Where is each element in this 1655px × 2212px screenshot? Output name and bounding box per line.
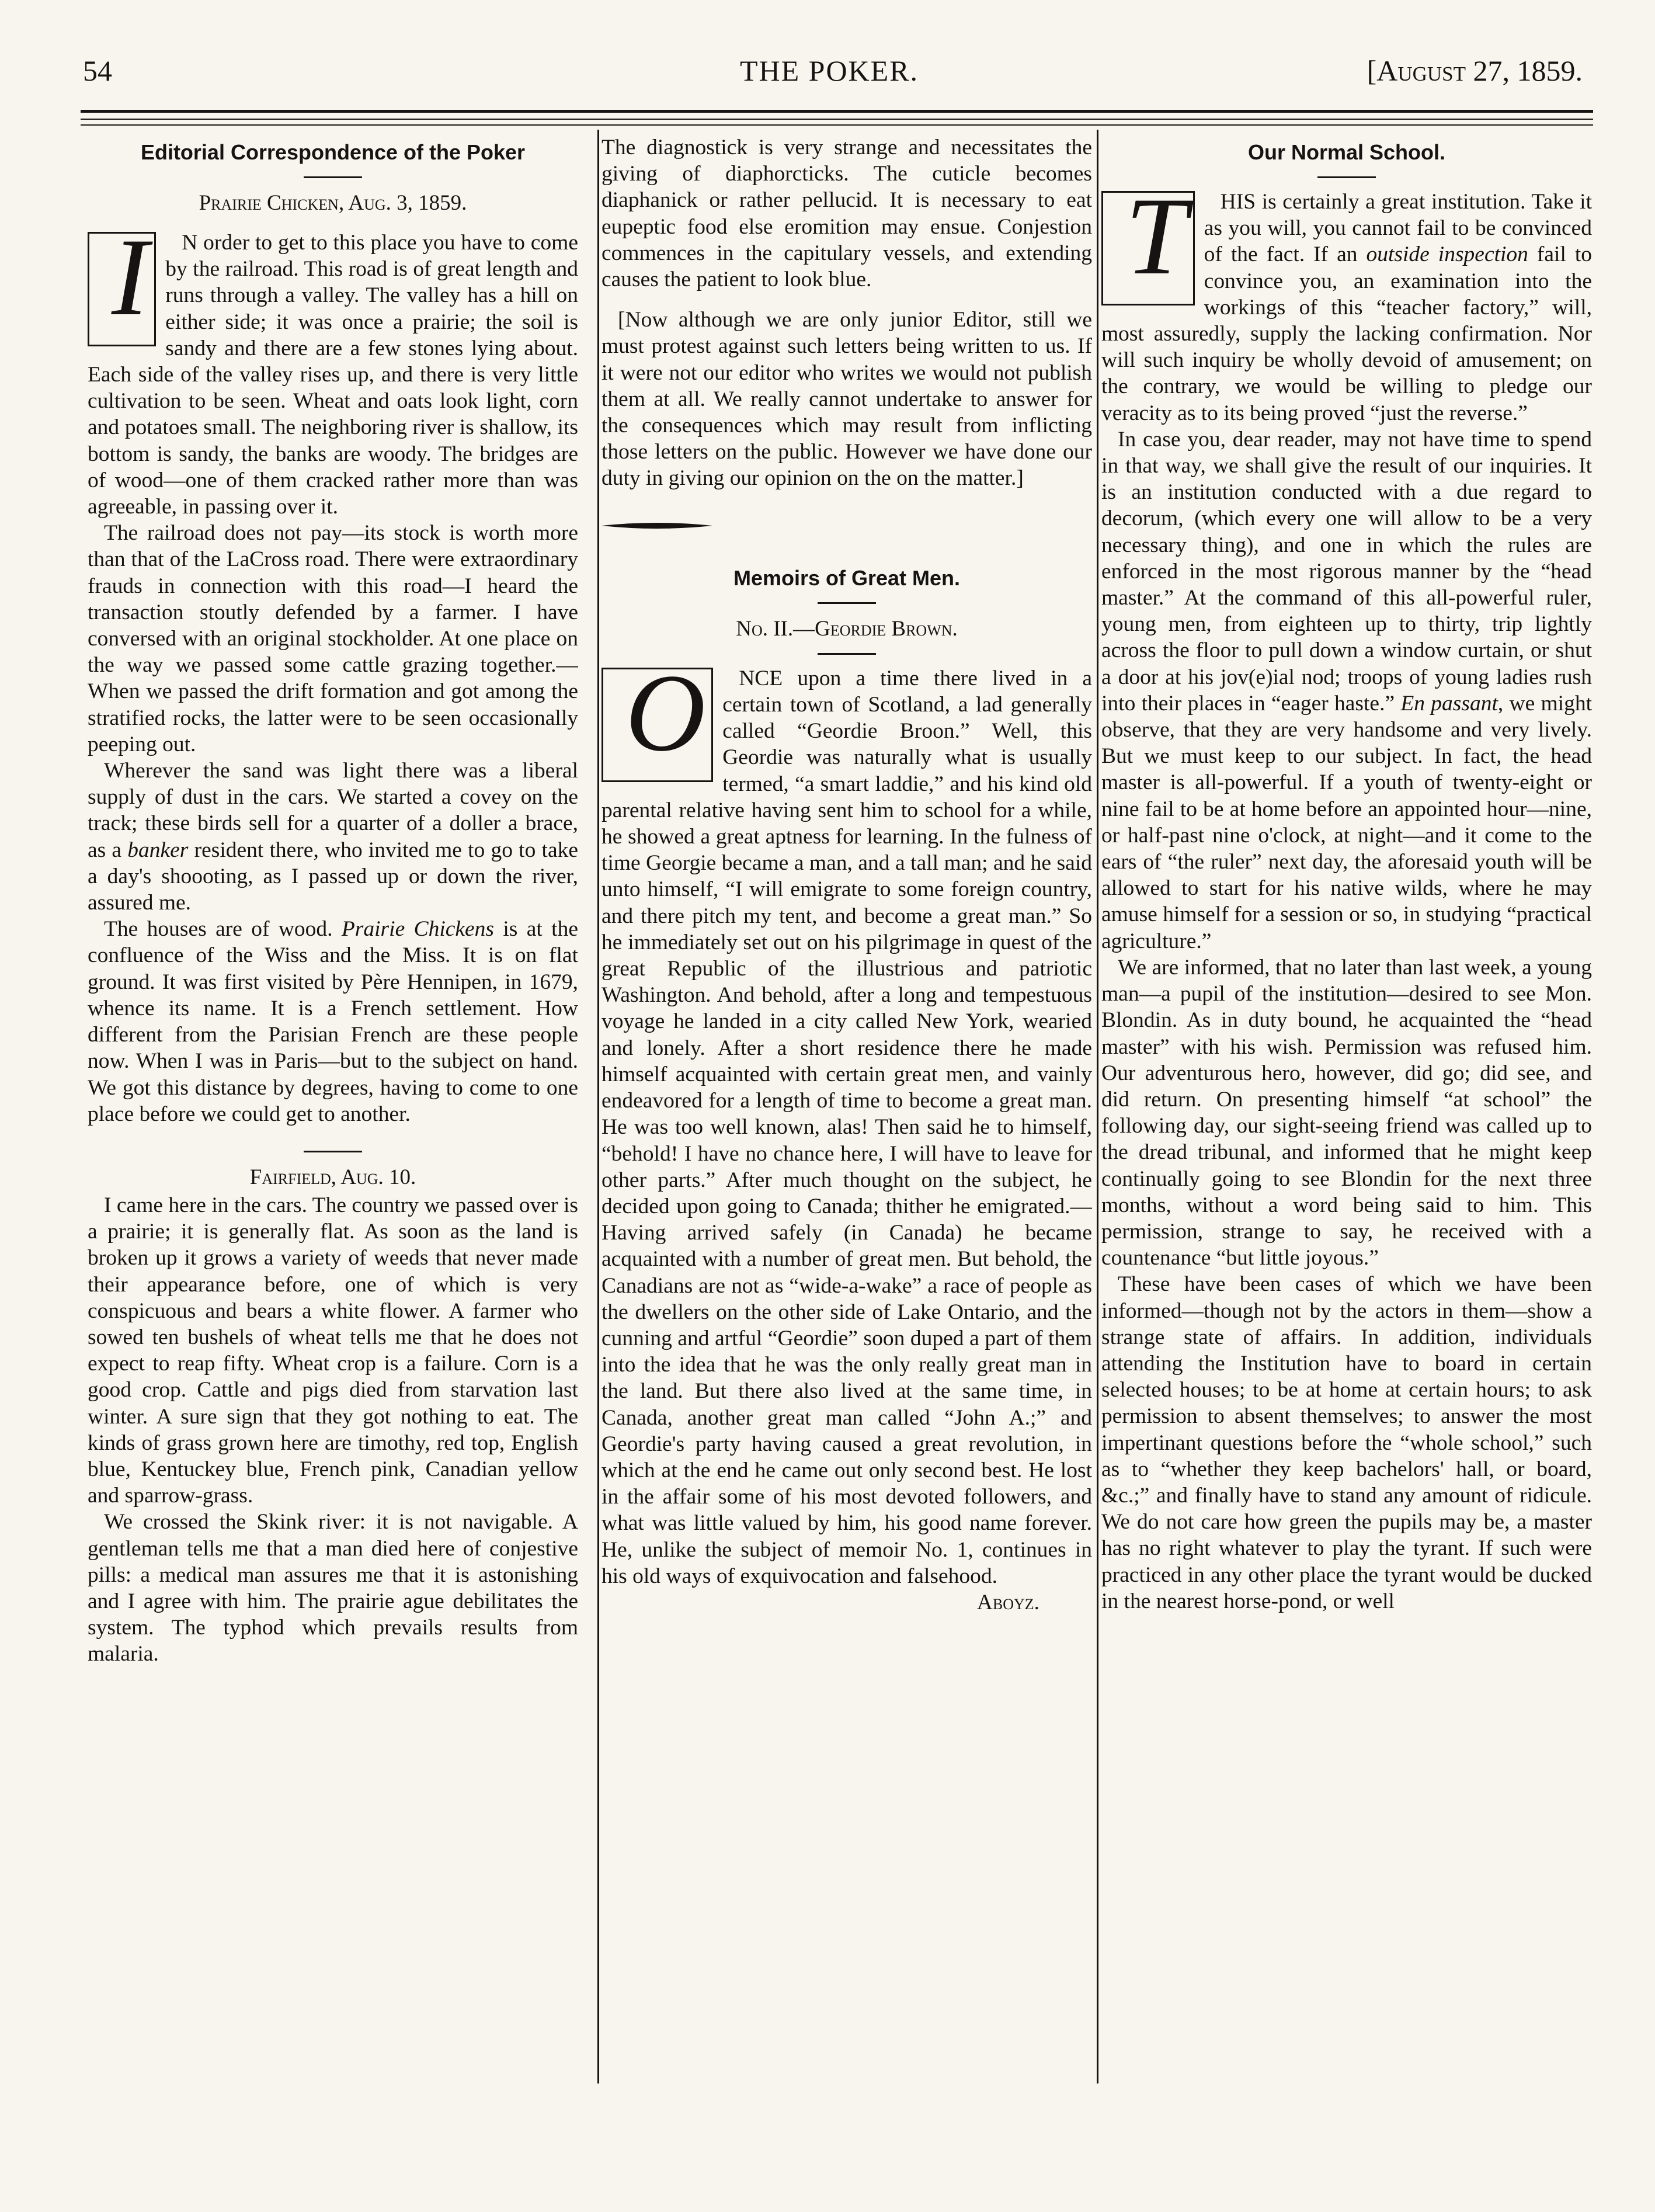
column-divider	[1097, 130, 1098, 2083]
title-rule	[818, 602, 876, 604]
paragraph: The houses are of wood. Prairie Chickens is at the confluence of the Wiss and the Miss. It is on flat ground. It was first visited by Père Hennipen, in 1679, whence its name. It is a French settlement. How different from the Parisian French are these people now. When I was in Paris—but to the subject on hand. We got this distance by degrees, having to come to one place before we could get to another.	[88, 917, 578, 1126]
paragraph: These have been cases of which we have been informed—though not by the actors in them—show a strange state of affairs. In addition, individuals attending the Institution have to board in certain selected houses; to be at home at certain hours; to ask permission to absent themselves; to answer the most impertinant questions before the “whole school,” such as to “whether they keep bachelors' hall, or board, &c.;” and finally have to stand any amount of ridicule. We do not care how green the pupils may be, a master has no right whatever to play the tyrant. If such were practiced in any other place the tyrant would be ducked in the nearest horse-pond, or well	[1101, 1272, 1592, 1613]
issue-date: [August 27, 1859.	[1367, 54, 1583, 87]
ornament-divider	[601, 521, 712, 530]
article-title: Editorial Correspondence of the Poker	[140, 140, 526, 164]
page-number: 54	[83, 54, 112, 87]
paragraph: We are informed, that no later than last week, a young man—a pupil of the institution—desired to see Mon. Blondin. As in duty bound, he acquainted the “head master” with his wish. Permission was refused him. Our adventurous hero, however, did go; did see, and did return. On presenting himself “at school” the following day, our sight-seeing friend was called up to the dread tribunal, and informed that he might keep continually going to see Blondin for the next three months, without a word being said to him. This permission, strange to say, he received with a countenance “but little joyous.”	[1101, 955, 1592, 1270]
drop-cap: I	[88, 232, 156, 346]
paragraph: The diagnostick is very strange and necessitates the giving of diaphorcticks. The cuticle becomes diaphanick or rather pellucid. It is necessary to eat eupeptic food else eromition may ensue. Conjestion commences in the capitulary vessels, and extending causes the patient to look blue.	[601, 136, 1092, 292]
title-rule	[1317, 176, 1376, 178]
column-divider	[597, 130, 599, 2083]
paragraph: T HIS is certainly a great institution. Take it as you will, you cannot fail to be convinced of the fact. If an outside inspection fail to convince you, an examination into the workings of this “teacher factory,” will, most assuredly, supply the lacking confirmation. Nor will such inquiry be wholly devoid of amusement; on the contrary, we would be willing to pledge our veracity as to its being proved “just the reverse.”	[1101, 175, 1592, 425]
header-rule-thin	[81, 119, 1593, 120]
paragraph: The railroad does not pay—its stock is worth more than that of the LaCross road. There were extraordinary frauds in connection with this road—I heard the transaction stoutly defended by a farmer. I have conversed with an original stockholder. At one place on the way we passed some cattle grazing together.—When we passed the drift formation and got among the stratified rocks, the latter were to be seen occasionally peeping out.	[88, 521, 578, 756]
paragraph: I N order to get to this place you have to come by the railroad. This road is of great length and runs through a valley. The valley has a hill on either side; it was once a prairie; the soil is sandy and there are a few stones lying about. Each side of the valley rises up, and there is very little cultivation to be seen. Wheat and oats look light, corn and potatoes small. The neighboring river is shallow, its bottom is sandy, the banks are woody. The bridges are of wood—one of them cracked rather more than was agreeable, in passing over it.	[88, 216, 578, 519]
paragraph: We crossed the Skink river: it is not navigable. A gentleman tells me that a man died here of conjestive pills: a medical man assures me that it is astonishing and I agree with him. The prairie ague debilitates the system. The typhod which prevails results from malaria.	[88, 1510, 578, 1666]
column-normal-school	[1101, 134, 1592, 2085]
article-title: Memoirs of Great Men.	[733, 565, 961, 590]
subtitle-rule	[818, 653, 876, 655]
drop-cap: O	[601, 668, 713, 782]
section-rule	[304, 1151, 362, 1152]
article-subtitle: No. II.—Geordie Brown.	[736, 616, 958, 641]
signature: Aboyz.	[976, 1590, 1039, 1614]
drop-cap: T	[1101, 191, 1195, 305]
paragraph: Wherever the sand was light there was a liberal supply of dust in the cars. We started a covey on the track; these birds sell for a quarter of a doller a brace, as a banker resident there, who invited me to go to take a day's shoooting, as I passed up or down the river, assured me.	[88, 759, 578, 915]
title-rule	[304, 176, 362, 178]
paragraph: I came here in the cars. The country we passed over is a prairie; it is generally flat. As soon as the land is broken up it grows a variety of weeds that never made their appearance before, one of which is very conspicuous and bears a white flower. A farmer who sowed ten bushels of wheat tells me that he does not expect to reap fifty. Wheat crop is a failure. Corn is a good crop. Cattle and pigs died from starvation last winter. A sure sign that they got nothing to eat. The kinds of grass grown here are timothy, red top, English blue, Kentuckey blue, French pink, Canadian yellow and sparrow-grass.	[88, 1193, 578, 1508]
column-memoirs	[601, 134, 1092, 2085]
header-rule-thin-2	[81, 124, 1593, 126]
dateline: Fairfield, Aug. 10.	[249, 1165, 416, 1189]
header-rule-thick	[81, 110, 1593, 113]
masthead: THE POKER.	[739, 54, 919, 87]
dateline: Prairie Chicken, Aug. 3, 1859.	[199, 191, 467, 215]
paragraph: In case you, dear reader, may not have time to spend in that way, we shall give the result of our inquiries. It is an institution conducted with a due regard to decorum, (which every one will allow to be a very necessary thing), and one in which the rules are enforced in the most rigorous manner by the “head master.” At the command of this all-powerful ruler, young men, from eighteen up to thirty, trip lightly across the floor to pull down a window curtain, or shut a door at his jov(e)ial nod; troops of young ladies rush into their places in “eager haste.” En passant, we might observe, that they are very handsome and very lively. But we must keep to our subject. In fact, the head master is all-powerful. If a youth of twenty-eight or nine fail to be at home before an appointed hour—nine, or half-past nine o'clock, at night—and it come to the ears of “the ruler” next day, the aforesaid youth will be allowed to start for his native wilds, where he may amuse himself for a session or so, in studying “practical agriculture.”	[1101, 427, 1592, 953]
article-title: Our Normal School.	[1247, 140, 1446, 164]
editor-note: [Now although we are only junior Editor, still we must protest against such letters being written to us. If it were not our editor who writes we would not publish them at all. We really cannot undertake to answer for the consequences which may result from inflicting those letters on the public. However we have done our duty in giving our opinion on the on the matter.]	[601, 308, 1092, 491]
paragraph: O NCE upon a time there lived in a certain town of Scotland, a lad generally called “Geordie Broon.” Well, this Geordie was naturally what is usually termed, “a smart laddie,” and his kind old parental relative having sent him to school for a while, he showed a great aptness for learning. In the fulness of time Georgie became a man, and a tall man; and he said unto himself, “I will emigrate to some foreign country, and there pitch my tent, and become a great man.” So he immediately set out on his pilgrimage in quest of the great Republic of the illustrious and patriotic Washington. And behold, after a long and tempestuous voyage he landed in a city called New York, wearied and lonely. After a short residence there he made himself acquainted with certain great men, and vainly endeavored for a length of time to become a great man. He was too well known, alas! Then said he to himself, “behold! I have no chance here, I will have to leave for other parts.” After much thought on the subject, he decided upon going to Canada; thither he emigrated.—Having arrived safely (in Canada) he became acquainted with a number of great men. But behold, the Canadians are not as “wide-a-wake” a race of people as the dwellers on the other side of Lake Ontario, and the cunning and artful “Geordie” soon duped a part of them into the idea that he was the only really great man in the land. But there also lived at the same time, in Canada, another great man called “John A.;” and Geordie's party having caused a great revolution, in which at the end he came out only second best. He lost in the affair some of his most devoted followers, and what was little valued by him, his good name forever. He, unlike the subject of memoir No. 1, continues in his old ways of exquivocation and falsehood.	[601, 651, 1092, 1588]
column-editorial-correspondence	[88, 134, 578, 2085]
page-header	[70, 50, 1588, 103]
